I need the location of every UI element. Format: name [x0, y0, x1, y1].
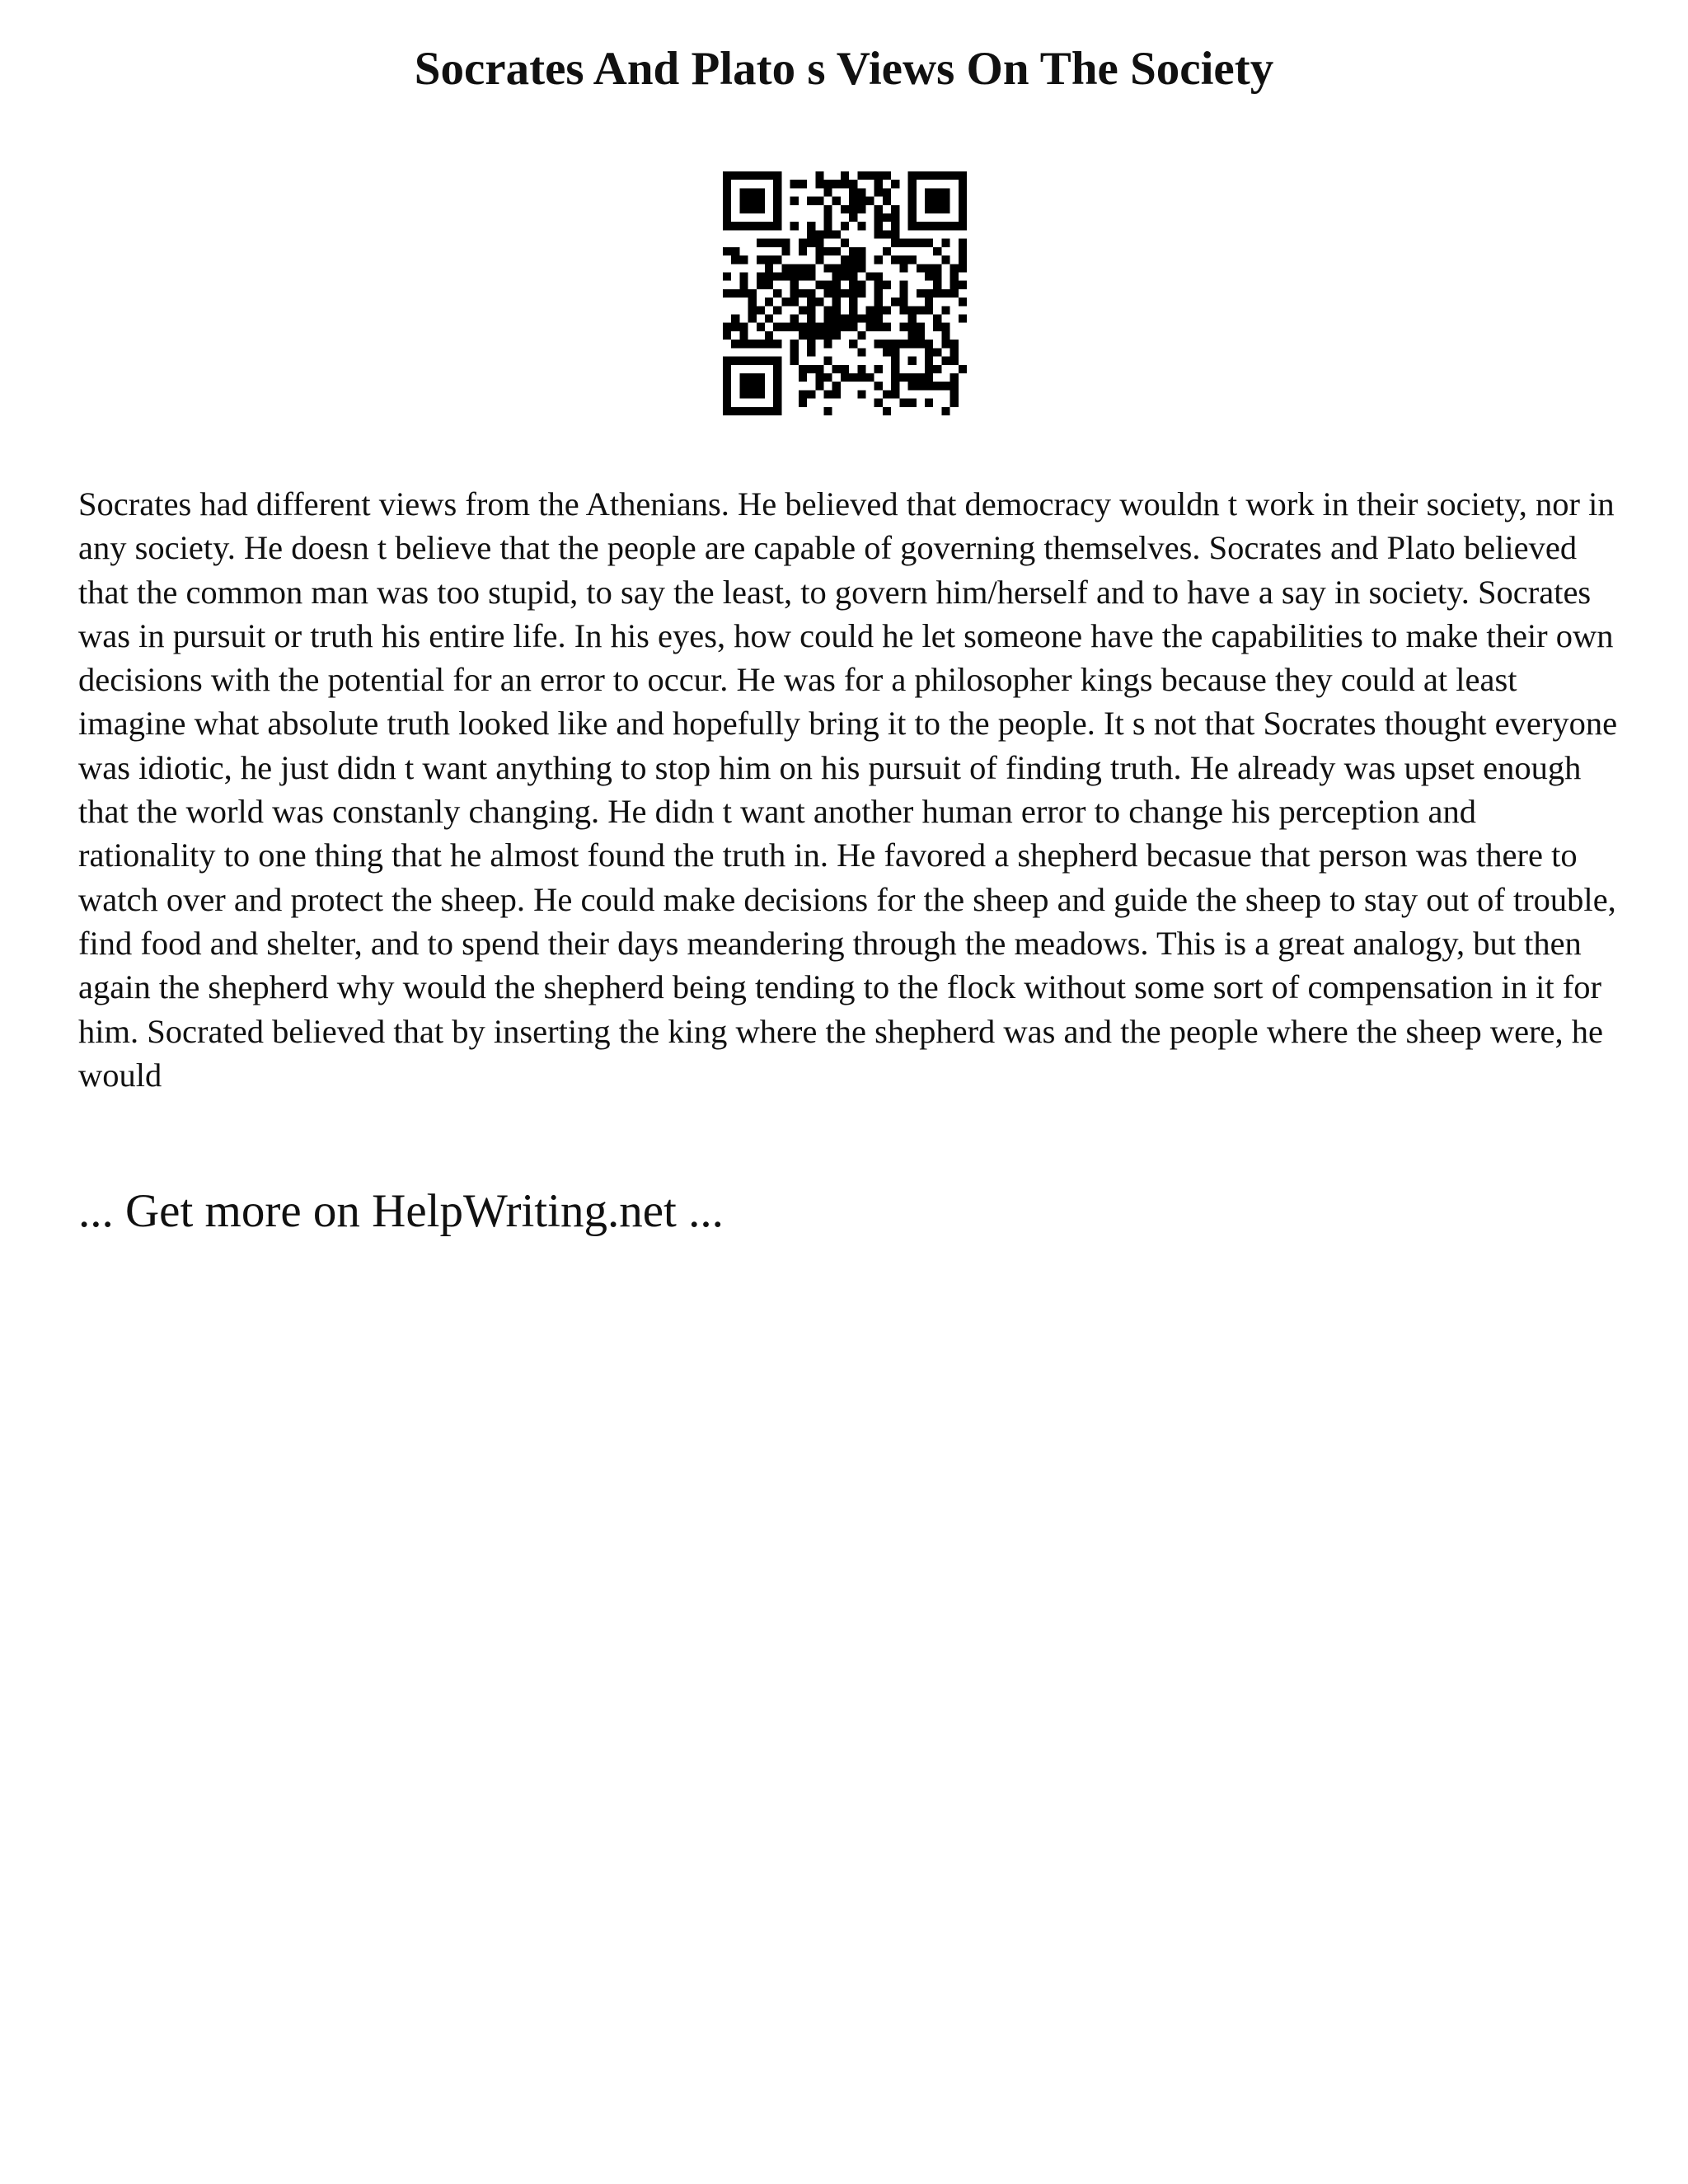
qr-code-icon[interactable]: [723, 171, 967, 415]
page-title: Socrates And Plato s Views On The Society: [414, 43, 1274, 95]
qr-code-graphic: [723, 171, 967, 415]
get-more-link[interactable]: ... Get more on HelpWriting.net ...: [78, 1185, 724, 1237]
body-paragraph: Socrates had different views from the Athenians. He believed that democracy wouldn t work in their society, nor in any society. He doesn t believe that the people are capable of governing themselves. Socrates and Plato believed that the common man was too stupid, to say the least, to govern him/herself and to have a say in society. Socrates was in pursuit or truth his entire life. In his eyes, how could he let someone have the capabilities to make their own decisions with the potential for an error to occur. He was for a philosopher kings because they could at least imagine what absolute truth looked like and hopefully bring it to the people. It s not that Socrates thought everyone was idiotic, he just didn t want anything to stop him on his pursuit of finding truth. He already was upset enough that the world was constanly changing. He didn t want another human error to change his perception and rationality to one thing that he almost found the truth in. He favored a shepherd becasue that person was there to watch over and protect the sheep. He could make decisions for the sheep and guide the sheep to stay out of trouble, find food and shelter, and to spend their days meandering through the meadows. This is a great analogy, but then again the shepherd why would the shepherd being tending to the flock without some sort of compensation in it for him. Socrated believed that by inserting the king where the shepherd was and the people where the sheep were, he would: [78, 485, 1618, 1094]
